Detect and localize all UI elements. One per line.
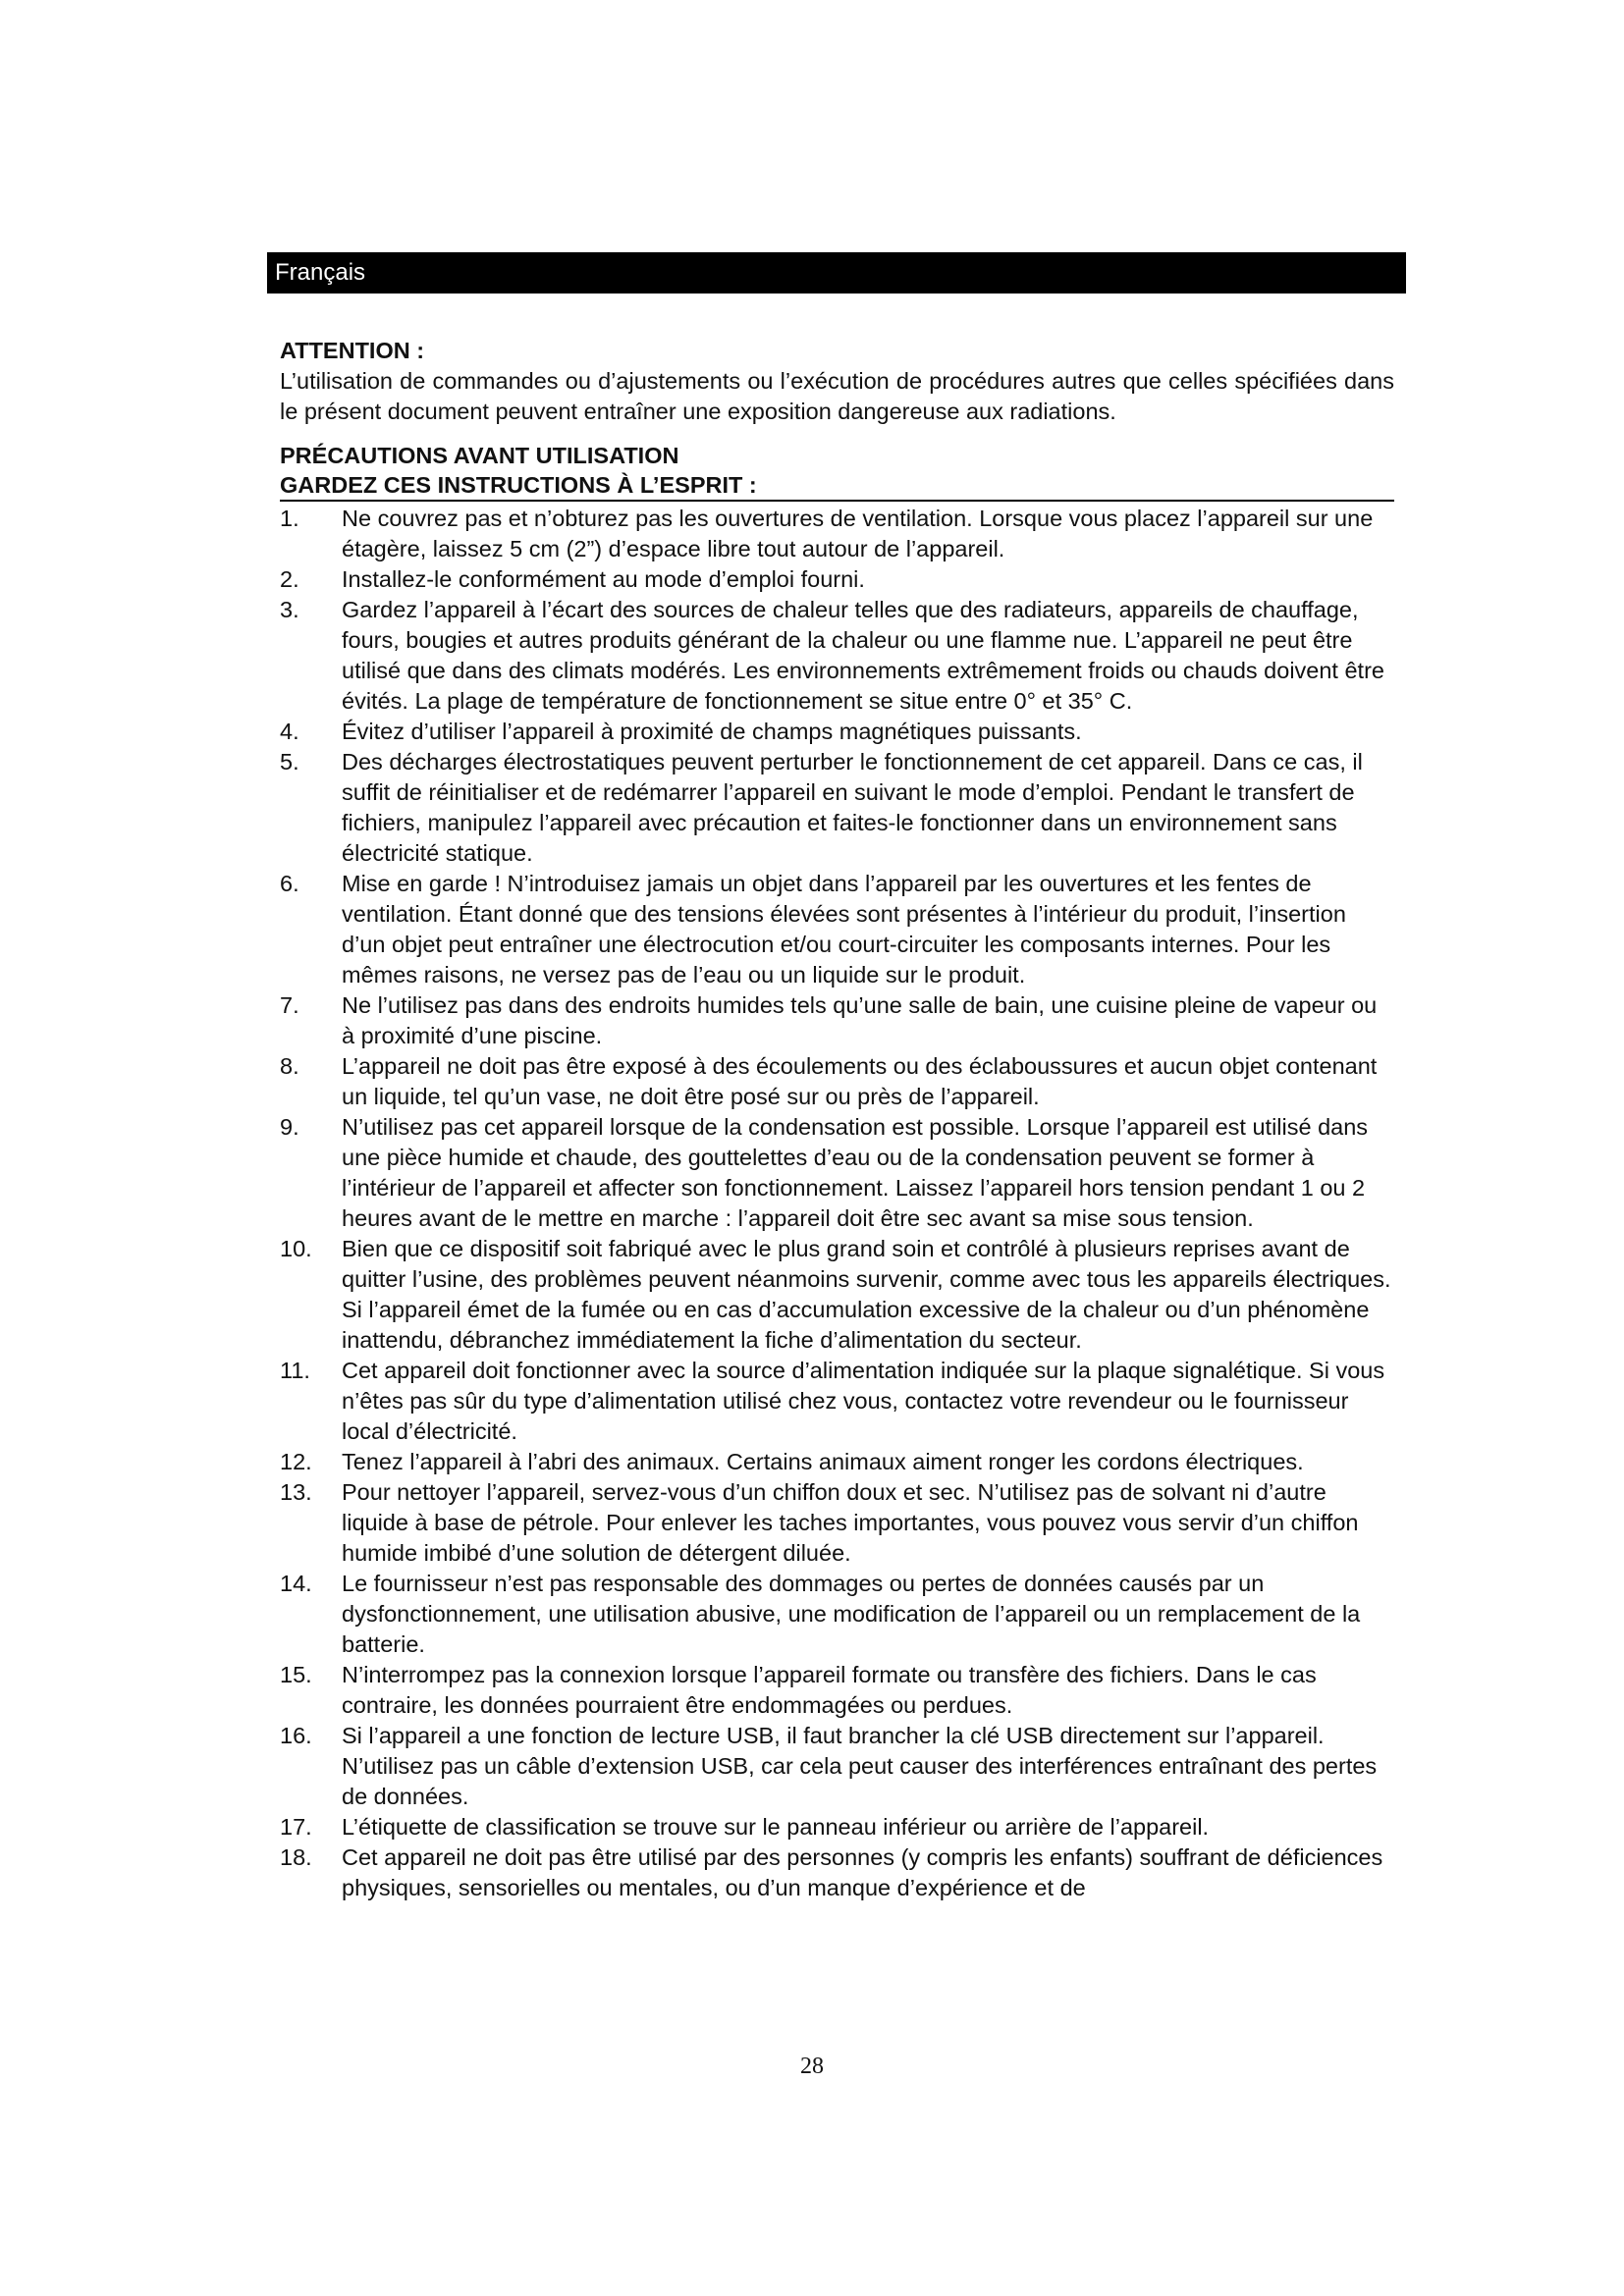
item-text: Le fournisseur n’est pas responsable des dommages ou pertes de données causés par un dysfonctionnement, une utilisation abusive, une modification de l’appareil ou un remplacement de la batterie. xyxy=(342,1571,1361,1657)
list-item xyxy=(280,1051,1394,1112)
list-item xyxy=(280,1447,1394,1477)
item-number: 4. xyxy=(280,719,299,744)
list-item xyxy=(280,1721,1394,1812)
item-text: L’appareil ne doit pas être exposé à des écoulements ou des éclaboussures et aucun objet contenant un liquide, tel qu’un vase, ne doit être posé sur ou près de l’appareil. xyxy=(342,1053,1378,1109)
item-text: Gardez l’appareil à l’écart des sources de chaleur telles que des radiateurs, appareils de chauffage, fours, bougies et autres produits générant de la chaleur ou une flamme nue. L’appareil ne peut être utilisé que dans des climats modérés. Les environnements extrêmement froids ou chauds doivent être évités. La plage de température de fonctionnement se situe entre 0° et 35° C. xyxy=(342,597,1384,714)
list-item xyxy=(280,1234,1394,1356)
item-number: 1. xyxy=(280,506,299,531)
list-item xyxy=(280,564,1394,595)
item-text: Des décharges électrostatiques peuvent perturber le fonctionnement de cet appareil. Dans ce cas, il suffit de réinitialiser et de redémarrer l’appareil en suivant le mode d’emploi. Pendant le transfert de fichiers, manipulez l’appareil avec précaution et faites-le fonctionner dans un environnement sans électricité statique. xyxy=(342,749,1363,866)
list-item xyxy=(280,504,1394,564)
attention-text: L’utilisation de commandes ou d’ajustements ou l’exécution de procédures autres que celles spécifiées dans le présent document peuvent entraîner une exposition dangereuse aux radiations. xyxy=(280,368,1394,424)
precautions-heading: PRÉCAUTIONS AVANT UTILISATION xyxy=(280,443,679,468)
item-number: 13. xyxy=(280,1479,312,1505)
language-header-bar xyxy=(267,252,1406,294)
item-text: Évitez d’utiliser l’appareil à proximité de champs magnétiques puissants. xyxy=(342,719,1082,744)
list-item xyxy=(280,595,1394,717)
item-text: Mise en garde ! N’introduisez jamais un objet dans l’appareil par les ouvertures et les fentes de ventilation. Étant donné que des tensions élevées sont présentes à l’intérieur du produit, l’insertion d’un objet peut entraîner une électrocution et/ou court-circuiter les composants internes. Pour les mêmes raisons, ne versez pas de l’eau ou un liquide sur le produit. xyxy=(342,871,1346,988)
list-item xyxy=(280,1356,1394,1447)
item-number: 14. xyxy=(280,1571,312,1596)
instructions-subheading: GARDEZ CES INSTRUCTIONS À L’ESPRIT : xyxy=(280,471,1394,502)
item-number: 9. xyxy=(280,1114,299,1140)
precautions-list xyxy=(280,504,1394,1903)
list-item xyxy=(280,990,1394,1051)
item-text: Bien que ce dispositif soit fabriqué avec le plus grand soin et contrôlé à plusieurs reprises avant de quitter l’usine, des problèmes peuvent néanmoins survenir, comme avec tous les appareils électriques. Si l’appareil émet de la fumée ou en cas d’accumulation excessive de la chaleur ou d’un phénomène inattendu, débranchez immédiatement la fiche d’alimentation du secteur. xyxy=(342,1236,1391,1353)
item-number: 7. xyxy=(280,992,299,1018)
item-text: N’interrompez pas la connexion lorsque l’appareil formate ou transfère des fichiers. Dans le cas contraire, les données pourraient être endommagées ou perdues. xyxy=(342,1662,1317,1718)
list-item xyxy=(280,1477,1394,1569)
item-number: 8. xyxy=(280,1053,299,1079)
item-number: 10. xyxy=(280,1236,312,1261)
item-text: Cet appareil doit fonctionner avec la source d’alimentation indiquée sur la plaque signalétique. Si vous n’êtes pas sûr du type d’alimentation utilisé chez vous, contactez votre revendeur ou le fournisseur local d’électricité. xyxy=(342,1358,1385,1444)
item-text: Ne couvrez pas et n’obturez pas les ouvertures de ventilation. Lorsque vous placez l’appareil sur une étagère, laissez 5 cm (2”) d’espace libre tout autour de l’appareil. xyxy=(342,506,1374,561)
item-text: Si l’appareil a une fonction de lecture USB, il faut brancher la clé USB directement sur l’appareil. N’utilisez pas un câble d’extension USB, car cela peut causer des interférences entraînant des pertes de données. xyxy=(342,1723,1378,1809)
item-text: N’utilisez pas cet appareil lorsque de la condensation est possible. Lorsque l’appareil est utilisé dans une pièce humide et chaude, des gouttelettes d’eau ou de la condensation peuvent se former à l’intérieur de l’appareil et affecter son fonctionnement. Laissez l’appareil hors tension pendant 1 ou 2 heures avant de le mettre en marche : l’appareil doit être sec avant sa mise sous tension. xyxy=(342,1114,1369,1231)
item-text: Cet appareil ne doit pas être utilisé par des personnes (y compris les enfants) souffrant de déficiences physiques, sensorielles ou mentales, ou d’un manque d’expérience et de xyxy=(342,1844,1383,1900)
item-number: 6. xyxy=(280,871,299,896)
item-number: 2. xyxy=(280,566,299,592)
list-item xyxy=(280,1569,1394,1660)
item-number: 11. xyxy=(280,1358,310,1383)
item-number: 15. xyxy=(280,1662,312,1687)
attention-heading: ATTENTION : xyxy=(280,338,425,363)
list-item xyxy=(280,1842,1394,1903)
item-text: Tenez l’appareil à l’abri des animaux. Certains animaux aiment ronger les cordons électriques. xyxy=(342,1449,1304,1474)
list-item xyxy=(280,869,1394,990)
item-number: 5. xyxy=(280,749,299,774)
item-text: Pour nettoyer l’appareil, servez-vous d’un chiffon doux et sec. N’utilisez pas de solvant ni d’autre liquide à base de pétrole. Pour enlever les taches importantes, vous pouvez vous servir d’un chiffon humide imbibé d’une solution de détergent diluée. xyxy=(342,1479,1359,1566)
language-label: Français xyxy=(275,259,366,286)
item-number: 16. xyxy=(280,1723,312,1748)
item-text: L’étiquette de classification se trouve sur le panneau inférieur ou arrière de l’appareil. xyxy=(342,1814,1210,1840)
item-text: Installez-le conformément au mode d’emploi fourni. xyxy=(342,566,865,592)
item-text: Ne l’utilisez pas dans des endroits humides tels qu’une salle de bain, une cuisine pleine de vapeur ou à proximité d’une piscine. xyxy=(342,992,1378,1048)
list-item xyxy=(280,747,1394,869)
list-item xyxy=(280,717,1394,747)
item-number: 3. xyxy=(280,597,299,622)
list-item xyxy=(280,1660,1394,1721)
list-item xyxy=(280,1812,1394,1842)
list-item xyxy=(280,1112,1394,1234)
item-number: 17. xyxy=(280,1814,312,1840)
page-number: 28 xyxy=(800,2054,824,2079)
page-content xyxy=(280,336,1394,1903)
item-number: 12. xyxy=(280,1449,312,1474)
item-number: 18. xyxy=(280,1844,312,1870)
